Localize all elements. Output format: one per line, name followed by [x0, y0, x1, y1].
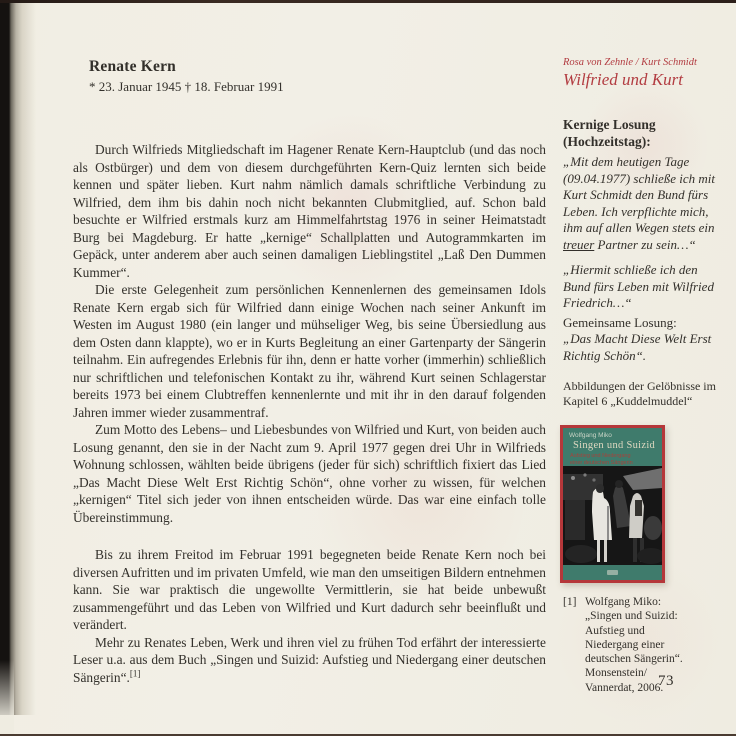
vow-heading-line1: Kernige Losung: [563, 117, 656, 132]
cover-author: Wolfgang Miko: [569, 432, 612, 439]
vow-text-end: Partner zu sein…“: [594, 236, 696, 252]
article-title: Renate Kern: [89, 58, 176, 75]
cover-photo: [563, 466, 662, 565]
cover-photo-art: [563, 466, 662, 565]
page-top-edge: [0, 0, 736, 3]
underlined-word: treuer: [563, 236, 595, 252]
book-spine-shadow: [0, 3, 36, 715]
body-paragraph-5-text: Mehr zu Renates Leben, Werk und ihren viel zu frühen Tod erfährt der interessierte Leser u.a. aus dem Buch „Singen und Suizid: Aufstieg und Niedergang einer deutschen Sängerin“.: [73, 634, 546, 685]
footnote-marker: [1]: [563, 596, 577, 608]
book-spine-fade: [0, 660, 14, 736]
wedding-vow-kurt: „Hiermit schließe ich den Bund fürs Leben mit Wilfried Friedrich…“: [563, 262, 714, 310]
book-cover-image: [560, 425, 665, 583]
cover-footer-band: [563, 565, 662, 580]
wedding-vow-wilfried: [563, 154, 726, 253]
common-motto-quote: „Das Macht Diese Welt Erst Richtig Schön“.: [563, 331, 712, 363]
vow-text-start: „Mit dem heutigen Tage (09.04.1977) schließe ich mit Kurt Schmidt den Bund fürs Leben. Ich verpflichte mich, ihm auf allen Wegen stets ein: [563, 154, 715, 235]
body-paragraph-5: [73, 634, 546, 687]
main-column: [73, 58, 546, 686]
footnote-text: Wolfgang Miko: „Singen und Suizid: Aufstieg und Niedergang einer deutschen Sängerin“. Monsenstein/ Vannerdat, 2006.: [585, 596, 683, 694]
sidebar-authors: Rosa von Zehnle / Kurt Schmidt: [563, 57, 697, 68]
body-paragraph-2: Die erste Gelegenheit zum persönlichen Kennenlernen des gemeinsamen Idols Renate Kern ergab sich für Wilfried dann einige Wochen nach seiner Ankunft im Westen im August 1980 (ein langer und mühseliger Weg, bis seine Übersiedlung aus dem Osten dann klappte), wo er in Kurts Begleitung an einer Gartenparty der Sängerin teilnahm. Ein aufregendes Erlebnis für ihn, denn er hatte vorher (immerhin) schließlich nur schriftlichen und telefonischen Kontakt zu ihr, während Kurt seinen Schlagerstar bereits 1973 bei einem Clubtreffen kennenlernte und mit ihr in den darauf folgenden Jahren immer wieder zusammentraf.: [73, 282, 546, 420]
cover-title: Singen und Suizid: [573, 440, 656, 451]
sidebar-book-title: Wilfried und Kurt: [563, 70, 683, 89]
vow-heading-line2: (Hochzeitstag):: [563, 133, 651, 149]
body-paragraph-3: Zum Motto des Lebens– und Liebesbundes von Wilfried und Kurt, von beiden auch Losung genannt, den sie in der Nacht zum 9. April 1977 gegen drei Uhr in Wilfrieds Wohnung schlossen, wählten beide übrigens (jeder für sich) schriftlich fixiert das Lied „Das Macht Diese Welt Erst Richtig Schön“, ohne vorher zu wissen, für welchen „kernigen“ Titel sich jeder von ihnen entscheiden würde. Das war eine einfach tolle Übereinstimmung.: [73, 422, 546, 525]
common-motto-heading: Gemeinsame Losung:: [563, 314, 677, 330]
page-number: 73: [658, 673, 674, 689]
life-dates: * 23. Januar 1945 † 18. Februar 1991: [89, 79, 284, 94]
body-paragraph-4: Bis zu ihrem Freitod im Februar 1991 begegneten beide Renate Kern noch bei diversen Aufritten und im privaten Umfeld, wie man den umseitigen Bildern entnehmen kann. Sie war praktisch die ungewollte Vermittlerin, sie hat beide unbewußt zusammengeführt und das Leben von Wilfried und Kurt dadurch sehr beeinflußt und verändert.: [73, 547, 546, 632]
sidebar-column: [563, 57, 726, 695]
footnote-reference: [1]: [129, 668, 141, 679]
body-paragraph-1: Durch Wilfrieds Mitgliedschaft im Hagener Renate Kern-Hauptclub (und das noch als Ostbürger) und dem von diesem durchgeführten Kern-Quiz lernten sich beide kennen und später lieben. Kurt nahm nämlich damals schriftliche Verbindung zu Wilfried, dem ihm bis dahin noch nicht bekannten Clubmitglied, auf. Schon bald besuchte er Wilfried erstmals kurz am Himmelfahrtstag 1976 in seiner Heimatstadt Burg bei Magdeburg. Er hatte „kernige“ Schallplatten und Autogrammkarten im Gepäck, unter anderem aber auch seinen damaligen Lieblingstitel „Laß Den Dummen Kummer“.: [73, 142, 546, 280]
footnote: [563, 595, 726, 695]
publisher-mark-icon: [607, 570, 618, 575]
vow-heading: [563, 117, 726, 150]
figures-note: Abbildungen der Gelöbnisse im Kapitel 6 „Kuddelmuddel“: [563, 379, 716, 408]
cover-subtitle: Aufstieg und Niedergang einer deutschen Sängerin: [570, 453, 633, 466]
